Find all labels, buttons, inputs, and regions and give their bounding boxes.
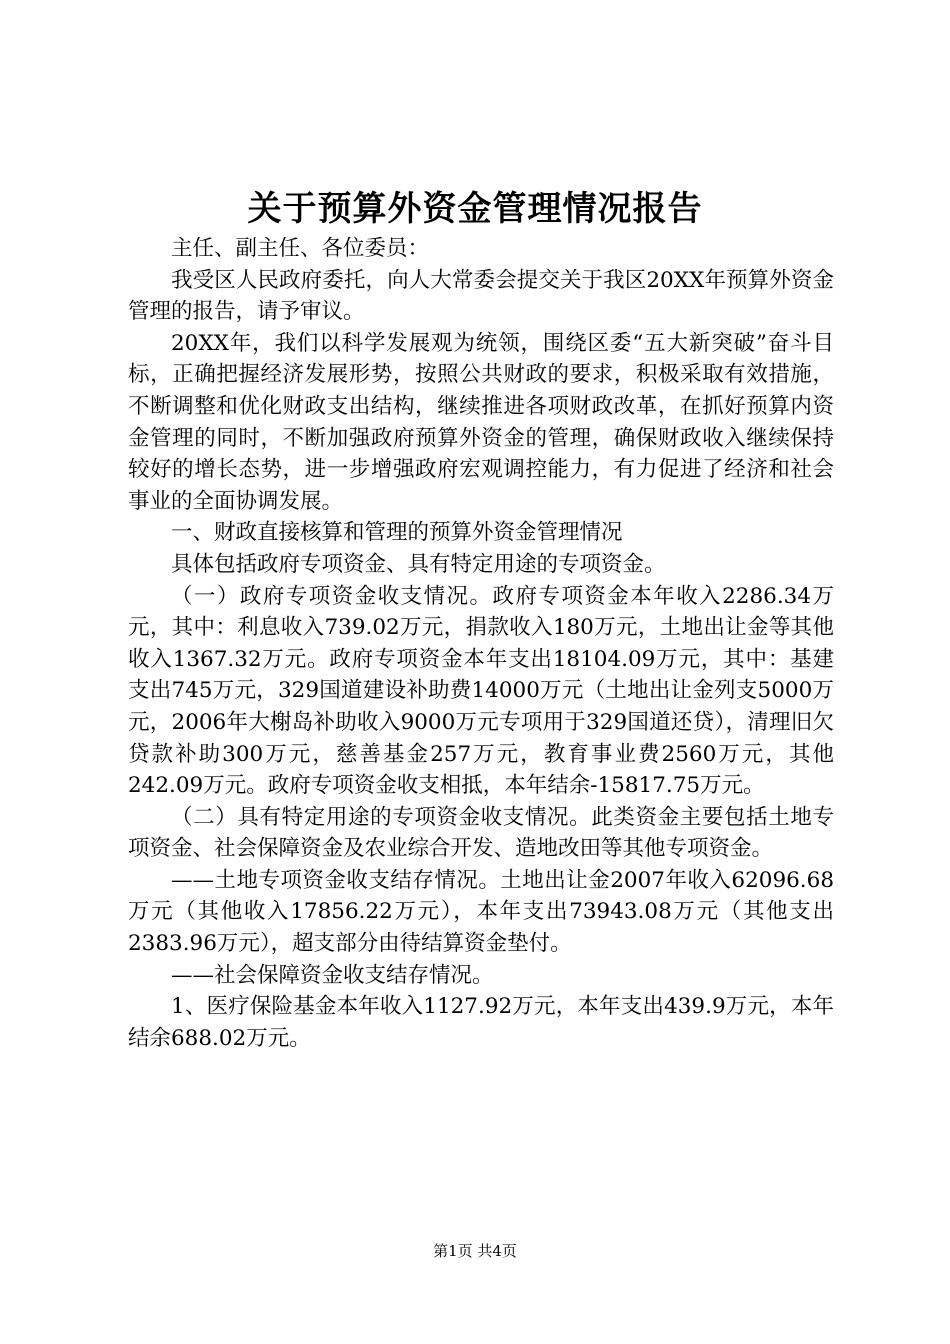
special-funds-paragraph: （二）具有特定用途的专项资金收支情况。此类资金主要包括土地专项资金、社会保障资金及农业综合开发、造地改田等其他专项资金。: [128, 804, 834, 862]
salutation-paragraph: 主任、副主任、各位委员：: [171, 236, 430, 261]
land-funds-paragraph: ——土地专项资金收支结存情况。土地出让金2007年收入62096.68万元（其他收入17856.22万元），本年支出73943.08万元（其他支出2383.96万元），超支部分由待结算资金垫付。: [128, 867, 834, 957]
page-number-footer: 第1页 共4页: [433, 1242, 517, 1260]
scope-paragraph: 具体包括政府专项资金、具有特定用途的专项资金。: [171, 551, 666, 577]
social-security-paragraph: ——社会保障资金收支结存情况。: [171, 962, 494, 988]
government-funds-paragraph: （一）政府专项资金收支情况。政府专项资金本年收入2286.34万元，其中：利息收入739.02万元，捐款收入180万元，土地出让金等其他收入1367.32万元。政府专项资金本年支出18104.09万元，其中：基建支出745万元，329国道建设补助费14000万元（土地出让金列支5000万元，2006年大榭岛补助收入9000万元专项用于329国道还贷），清理旧欠贷款补助300万元，慈善基金257万元，教育事业费2560万元，其他242.09万元。政府专项资金收支相抵，本年结余-15817.75万元。: [128, 583, 834, 799]
document-body: [128, 233, 834, 1054]
section-heading: 一、财政直接核算和管理的预算外资金管理情况: [171, 520, 623, 546]
document-title: 关于预算外资金管理情况报告: [247, 189, 703, 229]
overview-paragraph: 20XX年，我们以科学发展观为统领，围绕区委“五大新突破”奋斗目标，正确把握经济发展形势，按照公共财政的要求，积极采取有效措施，不断调整和优化财政支出结构，继续推进各项财政改革，在抓好预算内资金管理的同时，不断加强政府预算外资金的管理，确保财政收入继续保持较好的增长态势，进一步增强政府宏观调控能力，有力促进了经济和社会事业的全面协调发展。: [128, 330, 834, 514]
medical-insurance-paragraph: 1、医疗保险基金本年收入1127.92万元，本年支出439.9万元，本年结余688.02万元。: [128, 994, 834, 1051]
intro-paragraph: 我受区人民政府委托，向人大常委会提交关于我区20XX年预算外资金管理的报告，请予审议。: [128, 267, 834, 325]
